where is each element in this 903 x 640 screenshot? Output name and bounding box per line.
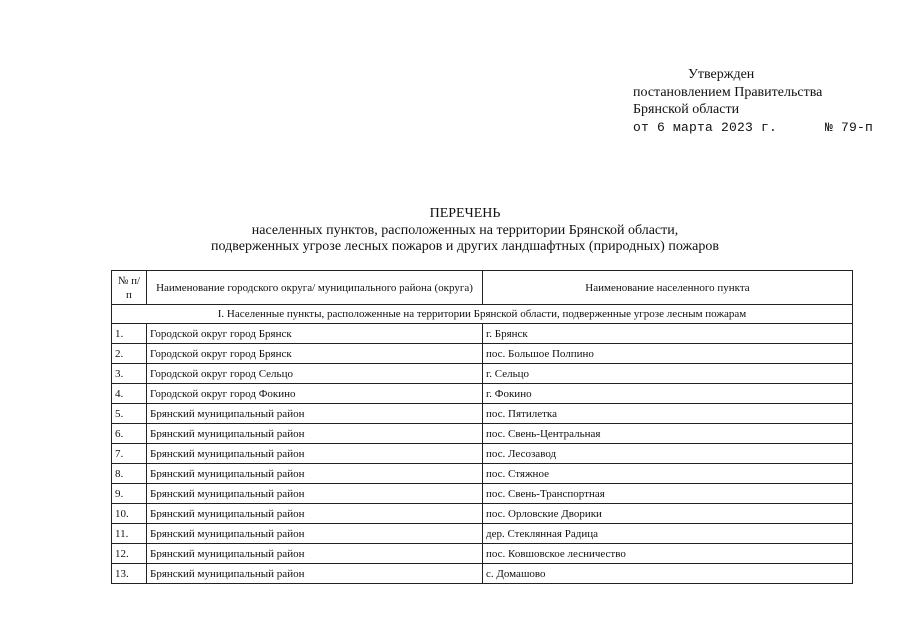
cell-district: Брянский муниципальный район xyxy=(147,464,483,484)
cell-no: 12. xyxy=(112,544,147,564)
cell-settlement: г. Фокино xyxy=(483,384,853,404)
cell-settlement: пос. Стяжное xyxy=(483,464,853,484)
cell-no: 6. xyxy=(112,424,147,444)
document-subtitle-line1: населенных пунктов, расположенных на территории Брянской области, xyxy=(251,222,679,238)
cell-settlement: пос. Ковшовское лесничество xyxy=(483,544,853,564)
cell-district: Брянский муниципальный район xyxy=(147,404,483,424)
table-row xyxy=(112,424,853,444)
cell-district: Брянский муниципальный район xyxy=(147,504,483,524)
approval-stamp xyxy=(633,66,873,136)
document-title: ПЕРЕЧЕНЬ xyxy=(429,206,501,221)
cell-settlement: пос. Лесозавод xyxy=(483,444,853,464)
section-row xyxy=(112,305,853,324)
cell-no: 8. xyxy=(112,464,147,484)
cell-district: Брянский муниципальный район xyxy=(147,484,483,504)
table-row xyxy=(112,344,853,364)
table-row xyxy=(112,544,853,564)
table-row xyxy=(112,564,853,584)
cell-settlement: пос. Орловские Дворики xyxy=(483,504,853,524)
cell-no: 7. xyxy=(112,444,147,464)
approval-line-region: Брянской области xyxy=(633,102,740,117)
header-settlement: Наименование населенного пункта xyxy=(483,271,853,305)
cell-no: 10. xyxy=(112,504,147,524)
document-subtitle-line2: подверженных угрозе лесных пожаров и других ландшафтных (природных) пожаров xyxy=(211,239,719,254)
cell-district: Брянский муниципальный район xyxy=(147,544,483,564)
table-row xyxy=(112,484,853,504)
header-district: Наименование городского округа/ муниципального района (округа) xyxy=(147,271,483,305)
header-number: № п/п xyxy=(112,271,147,305)
table-row xyxy=(112,504,853,524)
cell-district: Городской округ город Фокино xyxy=(147,384,483,404)
cell-settlement: г. Сельцо xyxy=(483,364,853,384)
cell-no: 13. xyxy=(112,564,147,584)
table-row xyxy=(112,464,853,484)
cell-no: 5. xyxy=(112,404,147,424)
settlements-table xyxy=(111,270,853,584)
approval-date-number: от 6 марта 2023 г. № 79-п xyxy=(633,119,874,135)
table-row xyxy=(112,404,853,424)
cell-settlement: пос. Большое Полпино xyxy=(483,344,853,364)
cell-district: Городской округ город Сельцо xyxy=(147,364,483,384)
document-heading xyxy=(0,206,903,256)
cell-district: Брянский муниципальный район xyxy=(147,424,483,444)
cell-settlement: пос. Свень-Транспортная xyxy=(483,484,853,504)
cell-district: Городской округ город Брянск xyxy=(147,344,483,364)
table-row xyxy=(112,324,853,344)
cell-no: 11. xyxy=(112,524,147,544)
cell-district: Брянский муниципальный район xyxy=(147,564,483,584)
cell-no: 9. xyxy=(112,484,147,504)
table-row xyxy=(112,524,853,544)
approval-line-approved: Утвержден xyxy=(688,67,755,82)
table-row xyxy=(112,384,853,404)
cell-no: 2. xyxy=(112,344,147,364)
cell-settlement: дер. Стеклянная Радица xyxy=(483,524,853,544)
cell-settlement: с. Домашово xyxy=(483,564,853,584)
cell-settlement: пос. Пятилетка xyxy=(483,404,853,424)
cell-settlement: г. Брянск xyxy=(483,324,853,344)
section-title: I. Населенные пункты, расположенные на территории Брянской области, подверженные угрозе лесным пожарам xyxy=(112,305,853,324)
approval-line-resolution: постановлением Правительства xyxy=(633,84,823,100)
cell-no: 4. xyxy=(112,384,147,404)
table-header-row xyxy=(112,271,853,305)
table-row xyxy=(112,444,853,464)
table-row xyxy=(112,364,853,384)
cell-no: 1. xyxy=(112,324,147,344)
cell-no: 3. xyxy=(112,364,147,384)
cell-settlement: пос. Свень-Центральная xyxy=(483,424,853,444)
cell-district: Брянский муниципальный район xyxy=(147,524,483,544)
cell-district: Брянский муниципальный район xyxy=(147,444,483,464)
cell-district: Городской округ город Брянск xyxy=(147,324,483,344)
